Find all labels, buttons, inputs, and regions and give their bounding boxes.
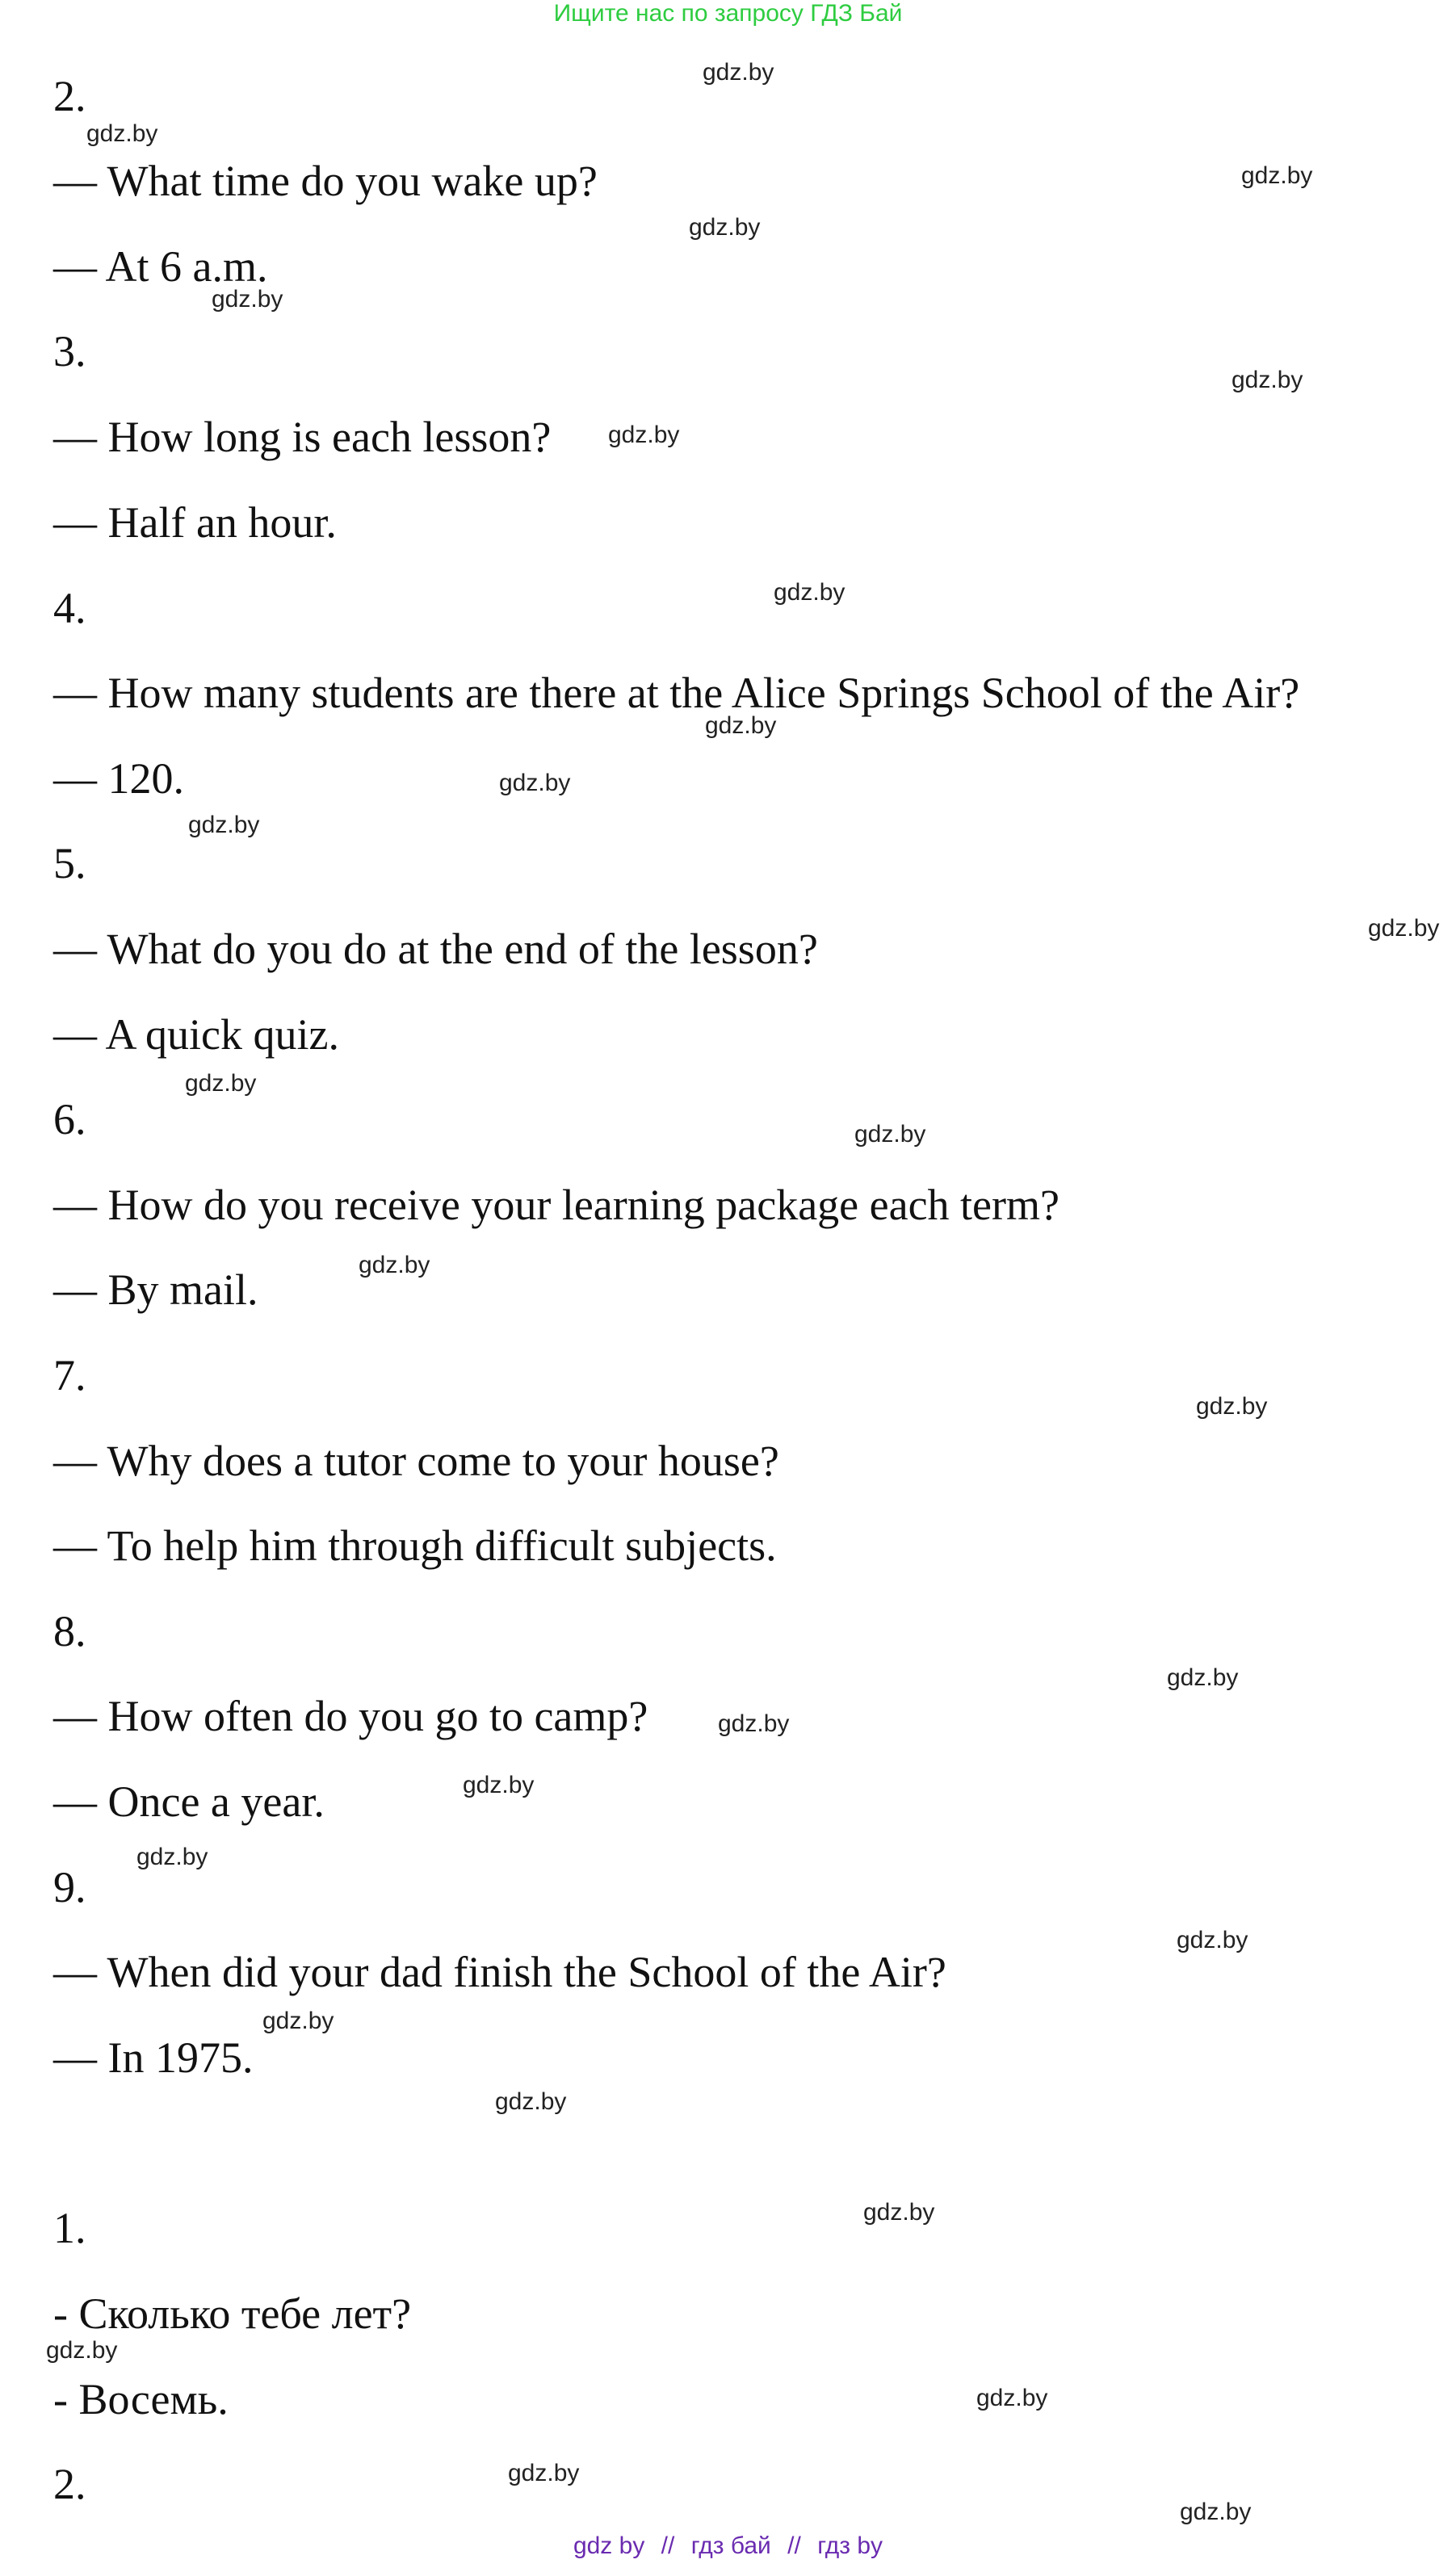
item-number: 7. xyxy=(53,1351,86,1399)
watermark: gdz.by xyxy=(1167,1664,1239,1691)
answer-line: — 120. xyxy=(53,754,184,803)
question-line: — How long is each lesson? xyxy=(53,413,552,461)
footer-link-gdz-by-cyr[interactable]: гдз by xyxy=(817,2532,883,2559)
watermark: gdz.by xyxy=(1177,1927,1248,1953)
watermark: gdz.by xyxy=(703,59,774,86)
watermark: gdz.by xyxy=(1368,915,1440,942)
watermark: gdz.by xyxy=(508,2460,580,2486)
watermark: gdz.by xyxy=(359,1252,430,1278)
answer-line: — By mail. xyxy=(53,1265,258,1314)
item-number: 2. xyxy=(53,2460,86,2508)
question-line: — How do you receive your learning package each term? xyxy=(53,1181,1059,1229)
watermark: gdz.by xyxy=(863,2199,935,2226)
question-line: — How many students are there at the Alice Springs School of the Air? xyxy=(53,669,1300,717)
watermark: gdz.by xyxy=(976,2385,1048,2411)
watermark: gdz.by xyxy=(705,712,777,739)
question-line: — When did your dad finish the School of the Air? xyxy=(53,1948,946,1996)
item-number: 2. xyxy=(53,72,86,120)
watermark: gdz.by xyxy=(495,2088,567,2115)
watermark: gdz.by xyxy=(608,422,680,448)
item-number: 3. xyxy=(53,327,86,376)
watermark: gdz.by xyxy=(1241,162,1313,189)
answer-line: — A quick quiz. xyxy=(53,1010,339,1059)
answer-line: - Восемь. xyxy=(53,2375,229,2423)
watermark: gdz.by xyxy=(1196,1393,1268,1420)
footer-link-gdz-bai[interactable]: гдз бай xyxy=(690,2532,771,2559)
watermark: gdz.by xyxy=(188,812,260,838)
item-number: 1. xyxy=(53,2204,86,2252)
answer-line: — In 1975. xyxy=(53,2033,254,2082)
question-line: — What do you do at the end of the lesson? xyxy=(53,925,818,973)
answer-line: — Half an hour. xyxy=(53,498,337,547)
question-line: - Сколько тебе лет? xyxy=(53,2289,412,2338)
item-number: 9. xyxy=(53,1863,86,1911)
footer-separator: // xyxy=(661,2532,675,2559)
watermark: gdz.by xyxy=(46,2337,118,2364)
footer-link-gdz-by[interactable]: gdz by xyxy=(573,2532,645,2559)
answer-line: — Once a year. xyxy=(53,1777,325,1826)
watermark: gdz.by xyxy=(689,214,761,241)
watermark: gdz.by xyxy=(774,579,845,606)
watermark: gdz.by xyxy=(212,286,283,313)
watermark: gdz.by xyxy=(463,1772,535,1798)
footer-banner xyxy=(0,2532,1456,2560)
item-number: 6. xyxy=(53,1095,86,1143)
watermark: gdz.by xyxy=(136,1844,208,1870)
question-line: — How often do you go to camp? xyxy=(53,1692,648,1740)
answer-line: — To help him through difficult subjects. xyxy=(53,1521,777,1570)
watermark: gdz.by xyxy=(1180,2499,1252,2525)
watermark: gdz.by xyxy=(854,1121,926,1148)
watermark: gdz.by xyxy=(718,1710,790,1737)
item-number: 5. xyxy=(53,839,86,887)
item-number: 4. xyxy=(53,584,86,632)
watermark: gdz.by xyxy=(185,1070,257,1097)
watermark: gdz.by xyxy=(262,2008,334,2034)
watermark: gdz.by xyxy=(499,770,571,796)
item-number: 8. xyxy=(53,1607,86,1655)
answer-line: — At 6 a.m. xyxy=(53,242,268,291)
footer-separator: // xyxy=(787,2532,801,2559)
watermark: gdz.by xyxy=(1232,367,1303,393)
watermark: gdz.by xyxy=(86,120,158,147)
question-line: — Why does a tutor come to your house? xyxy=(53,1437,779,1485)
header-banner: Ищите нас по запросу ГДЗ Бай xyxy=(553,0,903,27)
question-line: — What time do you wake up? xyxy=(53,157,598,205)
